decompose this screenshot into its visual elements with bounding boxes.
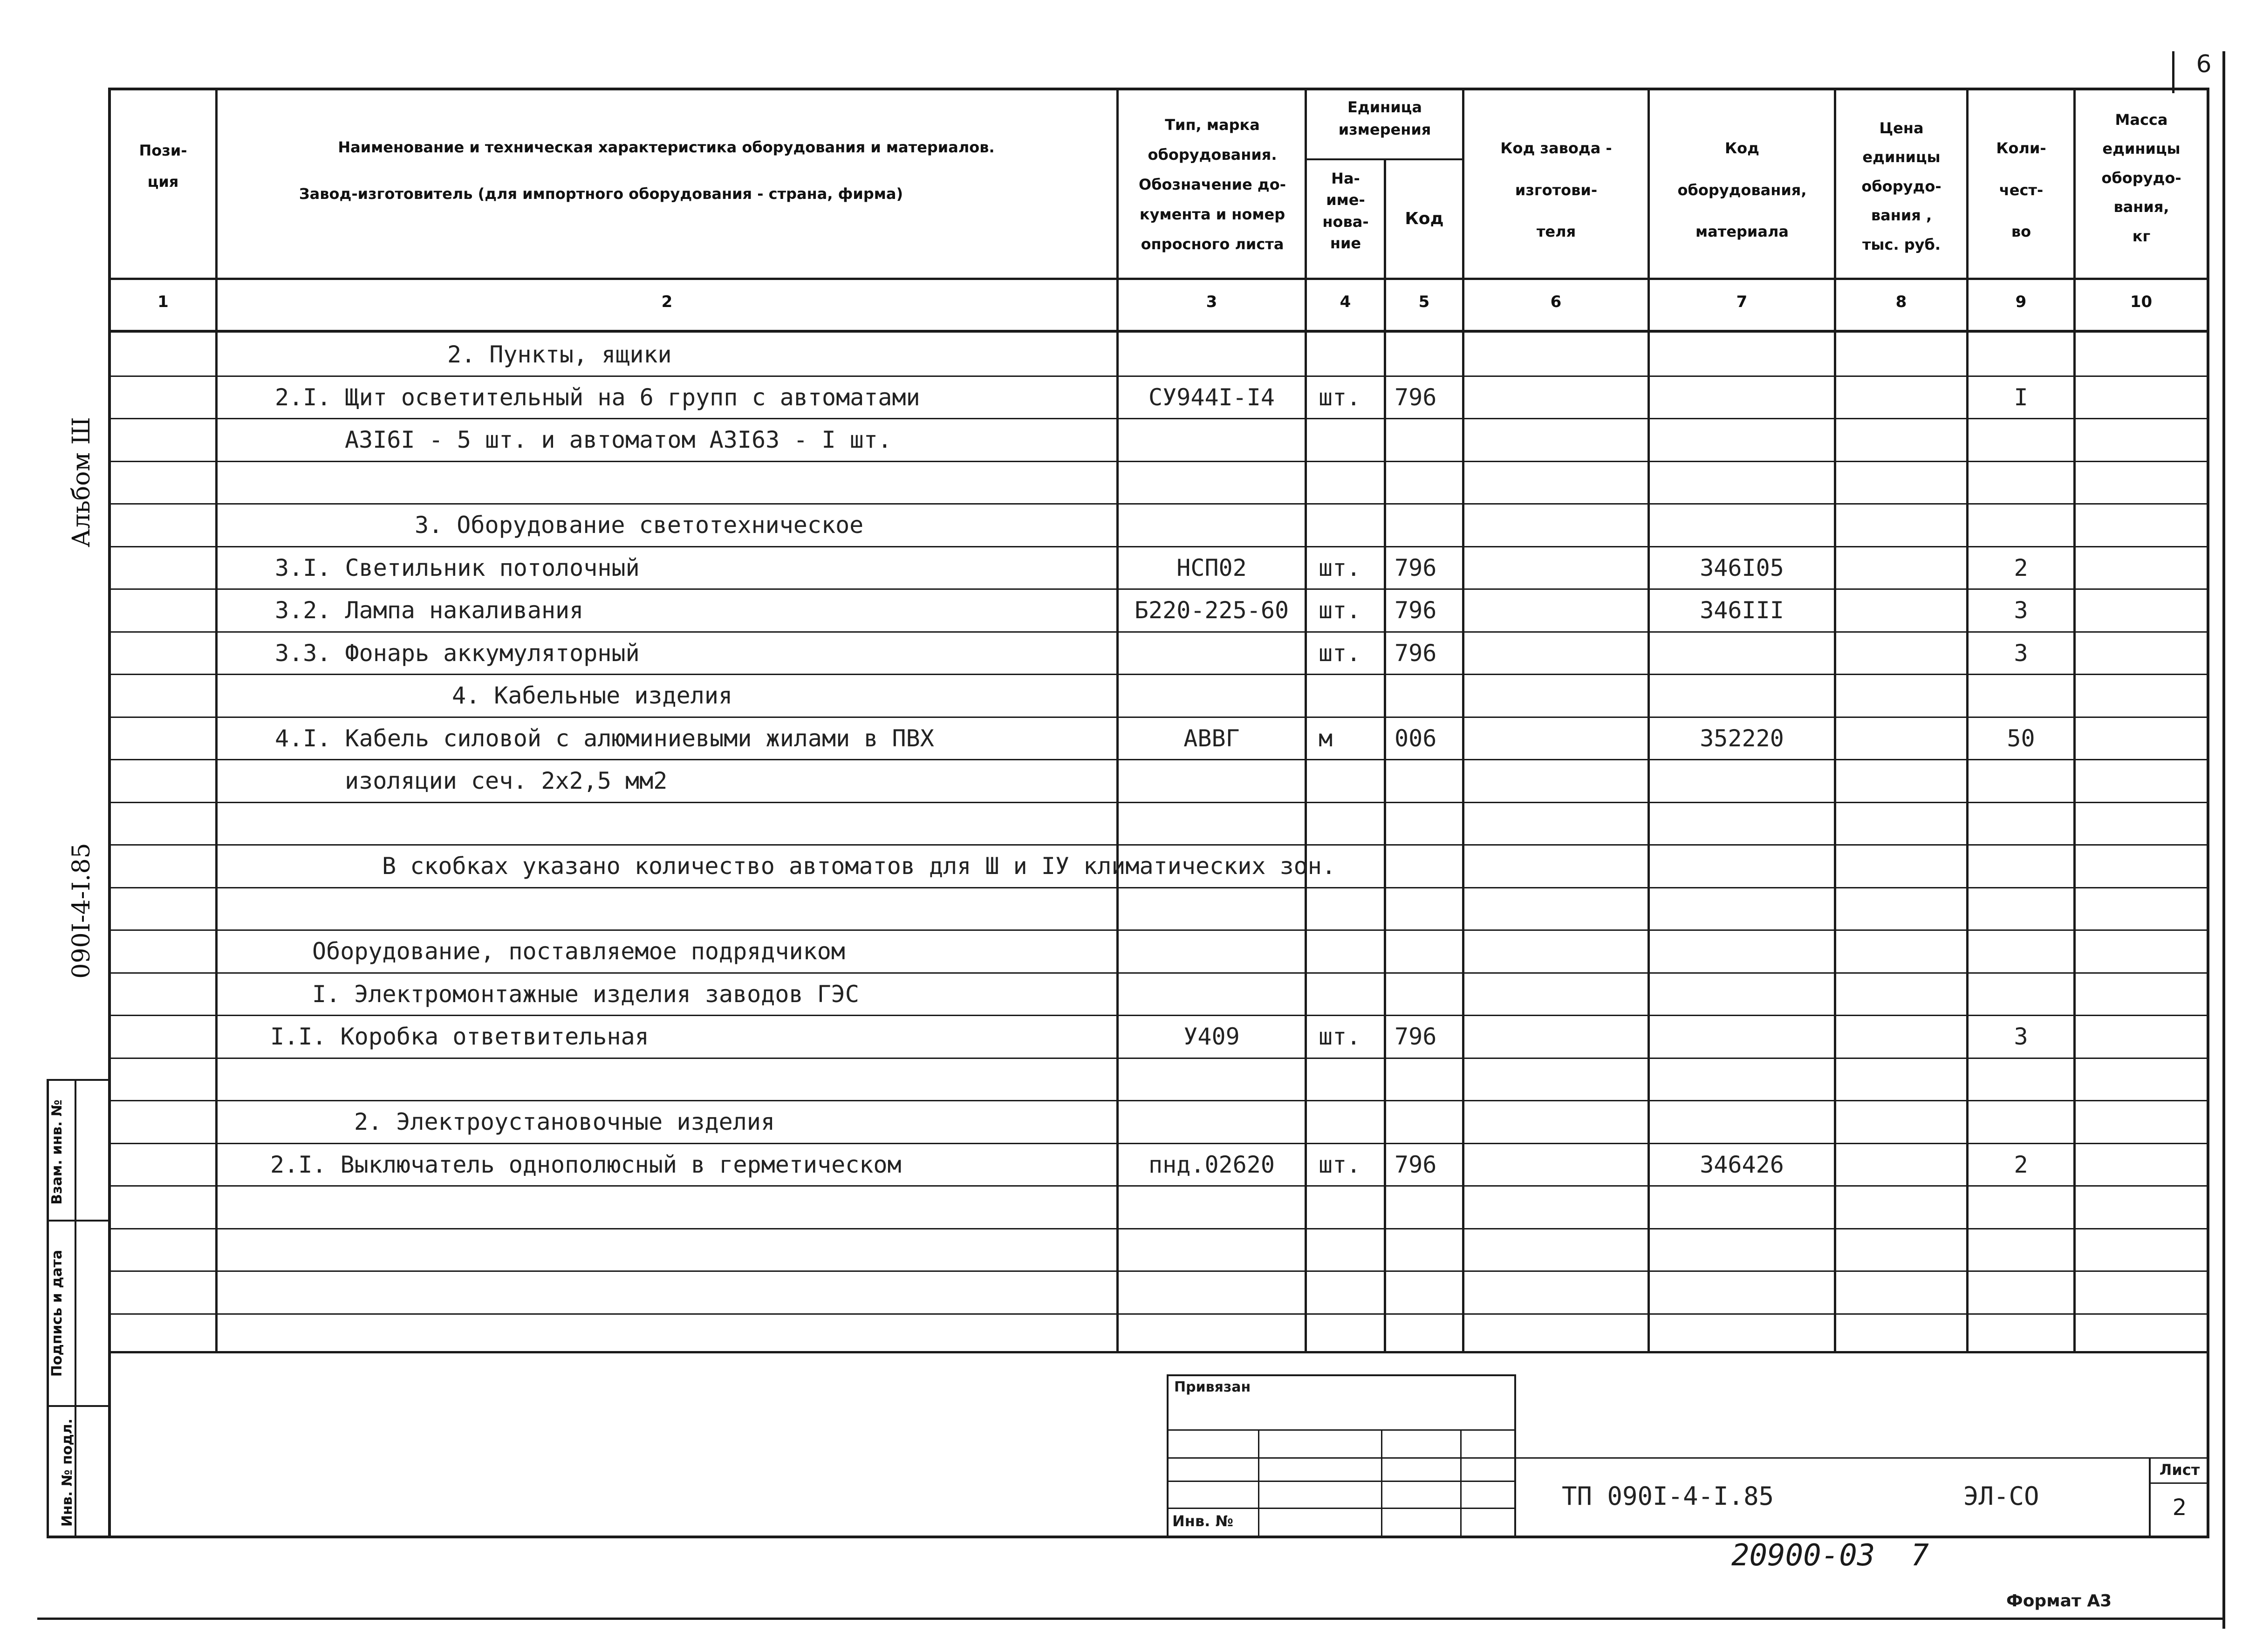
- col-line-3: [1305, 88, 1307, 1353]
- row-unit: шт.: [1319, 597, 1361, 624]
- sheet-box-mid: [2149, 1482, 2208, 1484]
- row-unit: шт.: [1319, 384, 1361, 411]
- col-number-3: 3: [1206, 293, 1217, 311]
- binding-row-4: [1167, 1508, 1516, 1509]
- row-name: 3.2. Лампа накаливания: [275, 597, 584, 624]
- row-name: 2. Электроустановочные изделия: [354, 1108, 775, 1135]
- row-quantity: 3: [2014, 1023, 2028, 1050]
- row-name: изоляции сеч. 2х2,5 мм2: [345, 767, 668, 794]
- binding-row-2: [1167, 1457, 1516, 1459]
- row-divider: [108, 375, 2209, 377]
- table-right-border: [2207, 88, 2209, 1537]
- col-number-6: 6: [1550, 293, 1562, 311]
- row-type: НСП02: [1176, 554, 1247, 581]
- sheet-number: 2: [2172, 1495, 2187, 1521]
- header-unit-name: На- име- нова- ние: [1322, 170, 1369, 253]
- header-unit-group: Единица измерения: [1338, 98, 1431, 138]
- inv-number-label: Инв. №: [1172, 1512, 1233, 1530]
- stamp-div-2: [47, 1405, 110, 1407]
- header-mass: Масса единицы оборудо- вания, кг: [2101, 111, 2181, 245]
- row-divider: [108, 972, 2209, 974]
- table-bottom-border: [108, 1351, 2209, 1353]
- table-top-border: [108, 88, 2209, 90]
- stamp-signature-date: Подпись и дата: [49, 1249, 65, 1377]
- binding-col-2: [1381, 1429, 1382, 1537]
- binding-box-top: [1167, 1374, 1516, 1376]
- row-unit: м: [1319, 725, 1333, 752]
- row-name: Оборудование, поставляемое подрядчиком: [312, 938, 845, 965]
- header-equip-code: Код оборудования, материала: [1677, 139, 1807, 241]
- binding-label: Привязан: [1174, 1379, 1251, 1395]
- row-name: 3. Оборудование светотехническое: [415, 512, 864, 539]
- page-border-right: [2222, 51, 2225, 1629]
- sheet-label: Лист: [2159, 1461, 2200, 1479]
- header-quantity: Коли- чест- во: [1996, 139, 2046, 241]
- header-factory-code: Код завода - изготови- теля: [1500, 139, 1612, 241]
- page-number-divider: [2172, 51, 2174, 93]
- row-type: СУ944I-I4: [1149, 384, 1275, 411]
- row-divider: [108, 1185, 2209, 1187]
- row-quantity: 2: [2014, 554, 2028, 581]
- row-name: 2.I. Выключатель однополюсный в герметическом: [270, 1151, 902, 1178]
- row-unit-code: 796: [1395, 554, 1437, 581]
- row-divider: [108, 1313, 2209, 1315]
- row-type: Б220-225-60: [1134, 597, 1289, 624]
- album-label: Альбом Ш: [68, 417, 96, 547]
- row-divider: [108, 1015, 2209, 1016]
- row-type: пнд.02620: [1149, 1151, 1275, 1178]
- row-unit: шт.: [1319, 1151, 1361, 1178]
- row-divider: [108, 674, 2209, 675]
- row-divider: [108, 717, 2209, 718]
- row-divider: [108, 1100, 2209, 1101]
- header-unit-code: Код: [1405, 209, 1444, 228]
- row-divider: [108, 631, 2209, 633]
- row-name: АЗI6I - 5 шт. и автоматом АЗI63 - I шт.: [345, 426, 892, 453]
- row-quantity: 50: [2007, 725, 2035, 752]
- page-number: 6: [2196, 50, 2212, 78]
- row-type: АВВГ: [1183, 725, 1240, 752]
- header-price: Цена единицы оборудо- вания , тыс. руб.: [1861, 119, 1942, 253]
- row-divider: [108, 1228, 2209, 1229]
- col-line-4: [1384, 158, 1386, 1353]
- header-position: Пози- ция: [139, 142, 187, 191]
- row-unit-code: 006: [1395, 725, 1437, 752]
- row-quantity: 2: [2014, 1151, 2028, 1178]
- row-unit-code: 796: [1395, 640, 1437, 667]
- row-unit-code: 796: [1395, 597, 1437, 624]
- sheet-code: ЭЛ-СО: [1963, 1481, 2039, 1511]
- row-name: В скобках указано количество автоматов для Ш и IУ климатических зон.: [382, 853, 1336, 880]
- col-number-1: 1: [157, 293, 169, 311]
- row-divider: [108, 1058, 2209, 1059]
- row-divider: [108, 802, 2209, 803]
- row-quantity: I: [2014, 384, 2028, 411]
- row-quantity: 3: [2014, 640, 2028, 667]
- col-number-7: 7: [1736, 293, 1748, 311]
- col-line-9: [2073, 88, 2076, 1353]
- col-number-10: 10: [2130, 293, 2153, 311]
- col-line-1: [215, 88, 218, 1353]
- row-name: 3.3. Фонарь аккумуляторный: [275, 640, 640, 667]
- row-equip-code: 352220: [1700, 725, 1784, 752]
- col-number-2: 2: [661, 293, 673, 311]
- row-divider: [108, 844, 2209, 846]
- row-name: 2. Пункты, ящики: [447, 341, 672, 368]
- row-divider: [108, 418, 2209, 419]
- row-type: У409: [1183, 1023, 1240, 1050]
- row-divider: [108, 1270, 2209, 1272]
- header-bottom-line: [108, 278, 2209, 280]
- format-label: Формат А3: [2006, 1591, 2112, 1611]
- row-divider: [108, 759, 2209, 760]
- row-equip-code: 346426: [1700, 1151, 1784, 1178]
- binding-row-3: [1167, 1481, 1516, 1482]
- col-number-8: 8: [1895, 293, 1907, 311]
- row-name: 2.I. Щит осветительный на 6 групп с автоматами: [275, 384, 920, 411]
- row-divider: [108, 588, 2209, 590]
- row-divider: [108, 929, 2209, 931]
- header-name-line1: Наименование и техническая характеристика оборудования и материалов.: [338, 138, 995, 156]
- row-unit-code: 796: [1395, 1023, 1437, 1050]
- row-name: 4. Кабельные изделия: [452, 682, 733, 709]
- number-row-bottom-line: [108, 330, 2209, 333]
- row-divider: [108, 887, 2209, 888]
- row-name: 4.I. Кабель силовой с алюминиевыми жилами в ПВХ: [275, 725, 934, 752]
- binding-row-1: [1167, 1429, 1516, 1431]
- row-unit: шт.: [1319, 1023, 1361, 1050]
- row-equip-code: 346I05: [1700, 554, 1784, 581]
- binding-col-3: [1460, 1429, 1462, 1537]
- col-number-4: 4: [1340, 293, 1351, 311]
- row-name: I. Электромонтажные изделия заводов ГЭС: [312, 981, 859, 1008]
- col-line-7: [1834, 88, 1836, 1353]
- binding-col-1: [1258, 1429, 1259, 1537]
- row-unit: шт.: [1319, 640, 1361, 667]
- row-equip-code: 346III: [1700, 597, 1784, 624]
- side-doc-code: 090I-4-I.85: [68, 843, 96, 979]
- document-number: ТП 090I-4-I.85: [1562, 1481, 1774, 1511]
- row-unit: шт.: [1319, 554, 1361, 581]
- stamp-inv-podl: Инв. № подл.: [59, 1418, 75, 1527]
- stamp-main-top: [1514, 1457, 2208, 1459]
- row-unit-code: 796: [1395, 1151, 1437, 1178]
- row-name: I.I. Коробка ответвительная: [270, 1023, 649, 1050]
- page-border-bottom: [37, 1618, 2225, 1620]
- handwritten-number: 20900-03 7: [1731, 1538, 1929, 1573]
- binding-box-right: [1514, 1374, 1516, 1537]
- header-name-line2: Завод-изготовитель (для импортного оборудования - страна, фирма): [299, 185, 903, 203]
- row-divider: [108, 503, 2209, 505]
- row-name: 3.I. Светильник потолочный: [275, 554, 640, 581]
- row-divider: [108, 1143, 2209, 1144]
- row-divider: [108, 461, 2209, 462]
- col-number-5: 5: [1418, 293, 1430, 311]
- binding-box-left: [1167, 1374, 1169, 1537]
- col-number-9: 9: [2015, 293, 2027, 311]
- row-quantity: 3: [2014, 597, 2028, 624]
- stamp-vzam-inv: Взам. инв. №: [49, 1099, 65, 1205]
- row-divider: [108, 546, 2209, 547]
- header-type: Тип, марка оборудования. Обозначение до- кумента и номер опросного листа: [1139, 116, 1286, 253]
- col-line-5: [1462, 88, 1464, 1353]
- row-unit-code: 796: [1395, 384, 1437, 411]
